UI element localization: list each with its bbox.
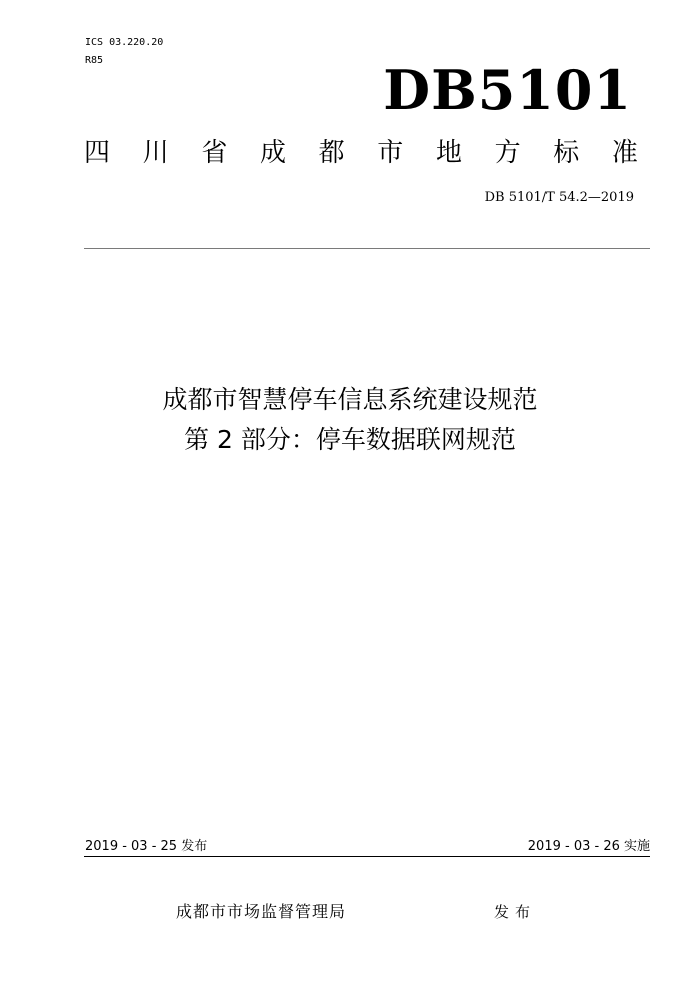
header-divider [84,248,650,249]
standard-code: DB5101 [383,58,632,122]
title-char: 标 [553,138,580,168]
title-char: 市 [377,138,404,168]
title-char: 地 [435,138,462,168]
classification-code: R85 [85,55,104,66]
standard-number: DB 5101/T 54.2—2019 [484,190,634,205]
ics-code: ICS 03.220.20 [85,37,164,48]
document-title-line1: 成都市智慧停车信息系统建设规范 [162,385,538,414]
footer-divider [84,856,650,857]
implement-date: 2019 - 03 - 26 实施 [527,839,650,854]
title-char: 方 [494,138,521,168]
document-title-line2: 第 2 部分：停车数据联网规范 [184,425,516,454]
title-char: 川 [142,138,169,168]
title-char: 四 [84,138,111,168]
title-char: 省 [201,138,228,168]
title-char: 成 [259,138,286,168]
issuing-organization: 成都市市场监督管理局 [176,902,347,921]
title-char: 都 [318,138,345,168]
title-char: 准 [611,138,638,168]
issue-label: 发布 [494,903,537,921]
publish-date: 2019 - 03 - 25 发布 [85,839,208,854]
standard-type-title [84,137,638,169]
